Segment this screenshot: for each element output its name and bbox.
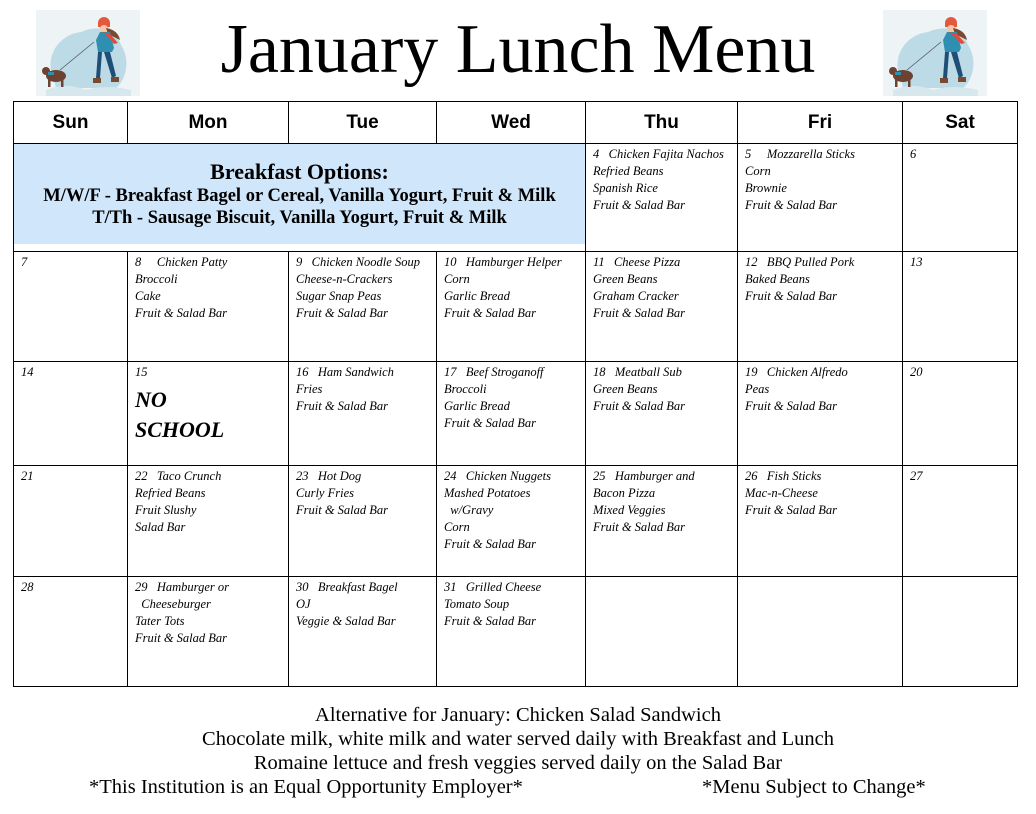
day-cell (437, 362, 586, 466)
menu-item: Fruit & Salad Bar (444, 306, 537, 320)
day-cell (903, 252, 1018, 362)
day-entry-title: 6 (910, 147, 917, 161)
menu-item: Green Beans (593, 272, 658, 286)
menu-item: Garlic Bread (444, 289, 510, 303)
day-cell (289, 577, 437, 687)
menu-item: Fruit & Salad Bar (745, 503, 838, 517)
weekday-header-row (14, 102, 1018, 144)
menu-item: Peas (745, 382, 770, 396)
menu-item: Broccoli (135, 272, 178, 286)
disclaimer-row (0, 775, 1036, 799)
week-row (14, 252, 1018, 362)
day-cell (586, 252, 738, 362)
empty-day-cell (903, 577, 1018, 687)
day-cell (437, 466, 586, 577)
day-entry-title: 9 Chicken Noodle Soup (296, 255, 420, 269)
week-row (14, 466, 1018, 577)
day-entry-title: 20 (910, 365, 923, 379)
day-cell (14, 362, 128, 466)
day-cell (128, 252, 289, 362)
menu-item: Cheese-n-Crackers (296, 272, 393, 286)
day-entry-title: 30 Breakfast Bagel (296, 580, 398, 594)
day-cell (738, 144, 903, 252)
breakfast-heading: Breakfast Options: (210, 159, 389, 184)
salad-bar-note: Romaine lettuce and fresh veggies served daily on the Salad Bar (253, 752, 783, 774)
menu-item: Baked Beans (745, 272, 810, 286)
menu-item: Refried Beans (593, 164, 664, 178)
menu-item: w/Gravy (444, 503, 494, 517)
winter-dog-walker-image (883, 10, 987, 96)
menu-item: Corn (745, 164, 771, 178)
weekday-tue: Tue (289, 102, 437, 144)
menu-item: Fruit & Salad Bar (444, 537, 537, 551)
subject-to-change-note: *Menu Subject to Change* (702, 776, 926, 798)
menu-item: Fruit & Salad Bar (296, 399, 389, 413)
day-entry-title: 31 Grilled Cheese (444, 580, 542, 594)
day-entry-title: 22 Taco Crunch (135, 469, 222, 483)
day-cell (738, 466, 903, 577)
menu-item: Fruit & Salad Bar (296, 306, 389, 320)
day-entry-title: 24 Chicken Nuggets (444, 469, 551, 483)
menu-item: Veggie & Salad Bar (296, 614, 396, 628)
day-entry-title: 23 Hot Dog (296, 469, 362, 483)
day-cell (738, 252, 903, 362)
menu-item: Tomato Soup (444, 597, 510, 611)
milk-note: Chocolate milk, white milk and water served daily with Breakfast and Lunch (202, 728, 834, 750)
day-cell (586, 466, 738, 577)
day-entry-title: 8 Chicken Patty (135, 255, 228, 269)
day-entry-title: 4 Chicken Fajita Nachos (593, 147, 724, 161)
menu-item: Curly Fries (296, 486, 354, 500)
day-cell (128, 466, 289, 577)
menu-item: Fruit & Salad Bar (444, 614, 537, 628)
weekday-fri: Fri (738, 102, 903, 144)
no-school-text: NO (135, 387, 167, 412)
menu-item: Corn (444, 520, 470, 534)
day-cell (903, 144, 1018, 252)
menu-item: OJ (296, 597, 311, 611)
day-entry-title: 17 Beef Stroganoff (444, 365, 544, 379)
day-entry-title: 21 (21, 469, 34, 483)
no-school-notice (135, 385, 281, 445)
week-row (14, 577, 1018, 687)
day-cell (128, 577, 289, 687)
menu-item: Refried Beans (135, 486, 206, 500)
day-cell (289, 362, 437, 466)
menu-item: Fruit & Salad Bar (593, 306, 686, 320)
menu-item: Mac-n-Cheese (745, 486, 818, 500)
menu-item: Graham Cracker (593, 289, 679, 303)
day-cell (738, 362, 903, 466)
day-number: 15 (135, 365, 148, 379)
day-entry-title: 7 (21, 255, 28, 269)
menu-item: Fruit & Salad Bar (593, 520, 686, 534)
menu-item: Fruit & Salad Bar (135, 306, 228, 320)
menu-item: Garlic Bread (444, 399, 510, 413)
menu-item: Fruit & Salad Bar (593, 399, 686, 413)
day-entry-title: 11 Cheese Pizza (593, 255, 681, 269)
empty-day-cell (586, 577, 738, 687)
menu-item: Bacon Pizza (593, 486, 656, 500)
menu-item: Fruit & Salad Bar (296, 503, 389, 517)
menu-item: Cheeseburger (135, 597, 211, 611)
menu-item: Spanish Rice (593, 181, 658, 195)
day-entry-title: 29 Hamburger or (135, 580, 229, 594)
day-entry-title: 18 Meatball Sub (593, 365, 682, 379)
page-title: January Lunch Menu (220, 11, 816, 88)
day-entry-title: 26 Fish Sticks (745, 469, 822, 483)
menu-item: Salad Bar (135, 520, 186, 534)
equal-opportunity-note: *This Institution is an Equal Opportunity Employer* (89, 776, 523, 798)
day-cell (586, 144, 738, 252)
page-header (0, 0, 1036, 101)
menu-item: Mixed Veggies (593, 503, 666, 517)
weekday-sat: Sat (903, 102, 1018, 144)
weekday-wed: Wed (437, 102, 586, 144)
day-entry-title: 16 Ham Sandwich (296, 365, 394, 379)
day-entry-title: 14 (21, 365, 34, 379)
menu-footer-notes (0, 703, 1036, 799)
menu-item: Fruit & Salad Bar (593, 198, 686, 212)
menu-item: Green Beans (593, 382, 658, 396)
day-entry-title: 5 Mozzarella Sticks (745, 147, 855, 161)
menu-item: Fruit & Salad Bar (444, 416, 537, 430)
menu-item: Fruit & Salad Bar (745, 198, 838, 212)
day-entry-title: 13 (910, 255, 923, 269)
menu-item: Mashed Potatoes (444, 486, 531, 500)
alternative-note: Alternative for January: Chicken Salad Sandwich (315, 704, 721, 726)
menu-item: Fruit & Salad Bar (745, 399, 838, 413)
day-cell (14, 466, 128, 577)
weekday-mon: Mon (128, 102, 289, 144)
empty-day-cell (738, 577, 903, 687)
day-cell (289, 252, 437, 362)
menu-item: Corn (444, 272, 470, 286)
day-entry-title: 19 Chicken Alfredo (745, 365, 848, 379)
week-row (14, 362, 1018, 466)
day-entry-title: 10 Hamburger Helper (444, 255, 562, 269)
day-cell (289, 466, 437, 577)
day-cell-no-school (128, 362, 289, 466)
menu-item: Fruit Slushy (135, 503, 197, 517)
no-school-text: SCHOOL (135, 417, 225, 442)
week-row (14, 144, 1018, 252)
day-entry-title: 25 Hamburger and (593, 469, 695, 483)
day-cell (586, 362, 738, 466)
menu-item: Sugar Snap Peas (296, 289, 382, 303)
menu-item: Fruit & Salad Bar (745, 289, 838, 303)
day-cell (14, 577, 128, 687)
weekday-sun: Sun (14, 102, 128, 144)
menu-calendar (13, 101, 1018, 687)
day-entry-title: 12 BBQ Pulled Pork (745, 255, 855, 269)
breakfast-options-cell (14, 144, 586, 252)
menu-item: Brownie (745, 181, 787, 195)
day-entry-title: 28 (21, 580, 34, 594)
menu-item: Tater Tots (135, 614, 185, 628)
day-cell (903, 466, 1018, 577)
menu-item: Cake (135, 289, 161, 303)
weekday-thu: Thu (586, 102, 738, 144)
breakfast-mwf: M/W/F - Breakfast Bagel or Cereal, Vanilla Yogurt, Fruit & Milk (43, 186, 556, 206)
day-cell (903, 362, 1018, 466)
breakfast-tth: T/Th - Sausage Biscuit, Vanilla Yogurt, Fruit & Milk (92, 208, 507, 228)
day-entry-title: 27 (910, 469, 923, 483)
menu-item: Fries (296, 382, 323, 396)
menu-item: Fruit & Salad Bar (135, 631, 228, 645)
day-cell (14, 252, 128, 362)
day-cell (437, 252, 586, 362)
menu-item: Broccoli (444, 382, 487, 396)
breakfast-options-banner (14, 144, 585, 244)
day-cell (437, 577, 586, 687)
